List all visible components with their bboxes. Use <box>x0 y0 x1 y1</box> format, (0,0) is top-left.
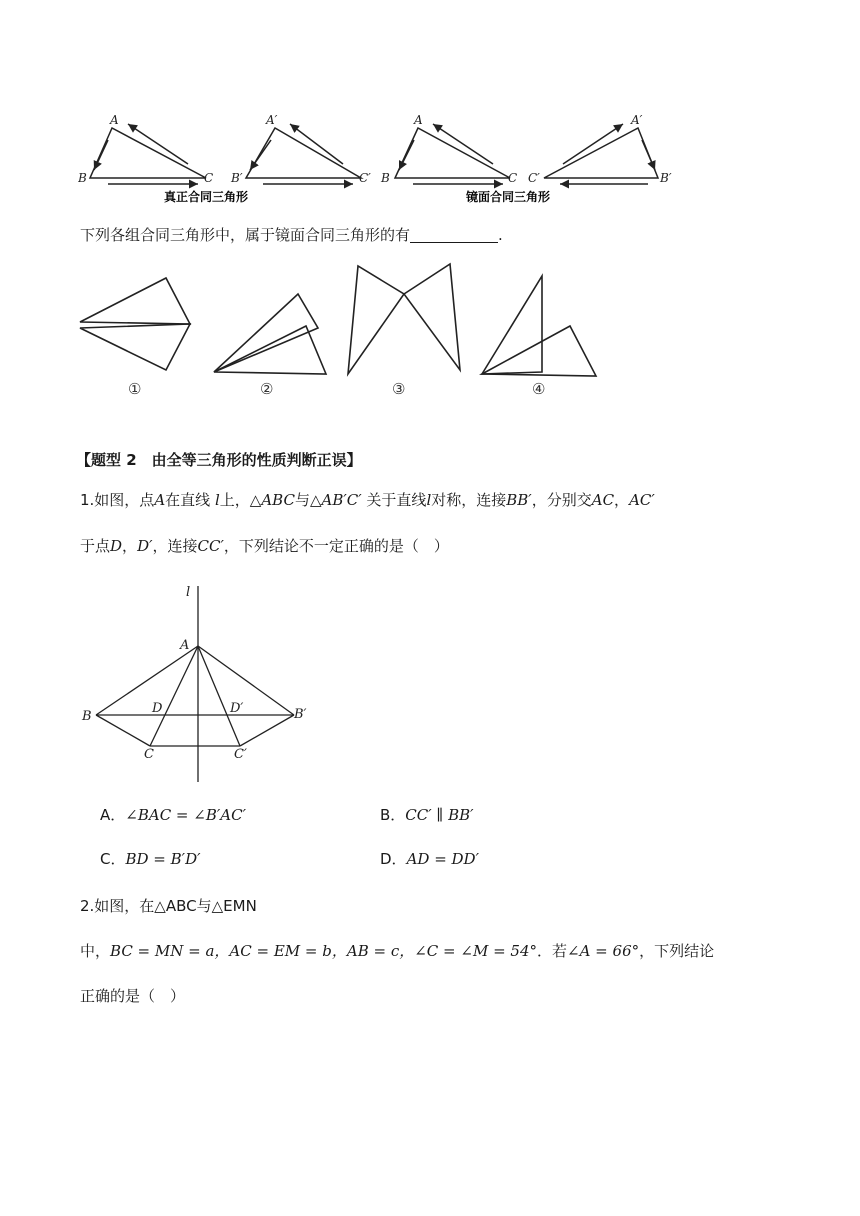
triangle-abc-3 <box>395 128 510 178</box>
label-t3-a: A <box>414 113 423 127</box>
label-t3-b: B <box>381 171 390 185</box>
fig-label-d-prime: D′ <box>230 701 244 716</box>
option-d[interactable]: D．AD = DD′ <box>380 850 479 868</box>
group1-tri-b <box>80 324 190 370</box>
q1-symmetry-figure <box>78 582 338 788</box>
q1-line2: 于点D，D′，连接CC′，下列结论不一定正确的是（ ） <box>80 537 449 555</box>
group-label-4: ④ <box>532 380 546 398</box>
fig-label-l: l <box>186 585 191 600</box>
section-title: 【题型 2 由全等三角形的性质判断正误】 <box>76 451 362 469</box>
label-t4-c: C′ <box>528 171 540 185</box>
group4-tri-a <box>482 276 542 374</box>
fig-label-c-prime: C′ <box>234 747 247 762</box>
label-t2-c: C′ <box>359 171 371 185</box>
true-congruent-caption: 真正合同三角形 <box>164 190 249 204</box>
triangle-abc-2 <box>246 128 361 178</box>
fig-label-b-prime: B′ <box>294 707 307 722</box>
fig-label-a: A <box>180 638 190 653</box>
group4-tri-b <box>482 326 596 376</box>
label-t2-b: B′ <box>231 171 243 185</box>
fig-label-b: B <box>82 709 92 724</box>
group2-tri-b <box>214 326 326 374</box>
mirror-congruent-caption: 镜面合同三角形 <box>466 190 551 204</box>
group2-tri-a <box>214 294 318 372</box>
group-label-1: ① <box>128 380 142 398</box>
group-label-3: ③ <box>392 380 406 398</box>
label-t1-b: B <box>78 171 87 185</box>
label-t1-c: C <box>204 171 214 185</box>
label-t4-b: B′ <box>660 171 672 185</box>
congruent-groups-figure <box>76 258 606 400</box>
q2-line3: 正确的是（ ） <box>80 987 186 1005</box>
triangle-abc-4 <box>544 128 658 178</box>
group1-tri-a <box>80 278 190 324</box>
option-a[interactable]: A．∠BAC = ∠B′AC′ <box>100 806 246 824</box>
fig-label-d: D <box>152 701 163 716</box>
question-mirror-congruent: 下列各组合同三角形中，属于镜面合同三角形的有 . <box>80 226 503 244</box>
q1-line1: 1.如图，点A在直线 l上，△ABC与△AB′C′ 关于直线l对称，连接BB′，分别交AC，AC′ <box>80 491 655 509</box>
q2-line1: 2.如图，在△ABC与△EMN <box>80 897 257 915</box>
q2-line2: 中，BC = MN = a，AC = EM = b，AB = c，∠C = ∠M = 54°．若∠A = 66°，下列结论 <box>80 942 715 960</box>
answer-blank[interactable] <box>410 226 498 243</box>
group3-tri-a <box>348 266 404 374</box>
fig-label-c: C <box>144 747 154 762</box>
label-t4-a: A′ <box>631 113 643 127</box>
congruent-triangles-figure <box>78 108 698 208</box>
option-c[interactable]: C．BD = B′D′ <box>100 850 201 868</box>
group-label-2: ② <box>260 380 274 398</box>
label-t3-c: C <box>508 171 518 185</box>
option-b[interactable]: B．CC′ ∥ BB′ <box>380 806 474 824</box>
triangle-abc-1 <box>90 128 206 178</box>
label-t2-a: A′ <box>266 113 278 127</box>
group3-tri-b <box>404 264 460 370</box>
label-t1-a: A <box>110 113 119 127</box>
